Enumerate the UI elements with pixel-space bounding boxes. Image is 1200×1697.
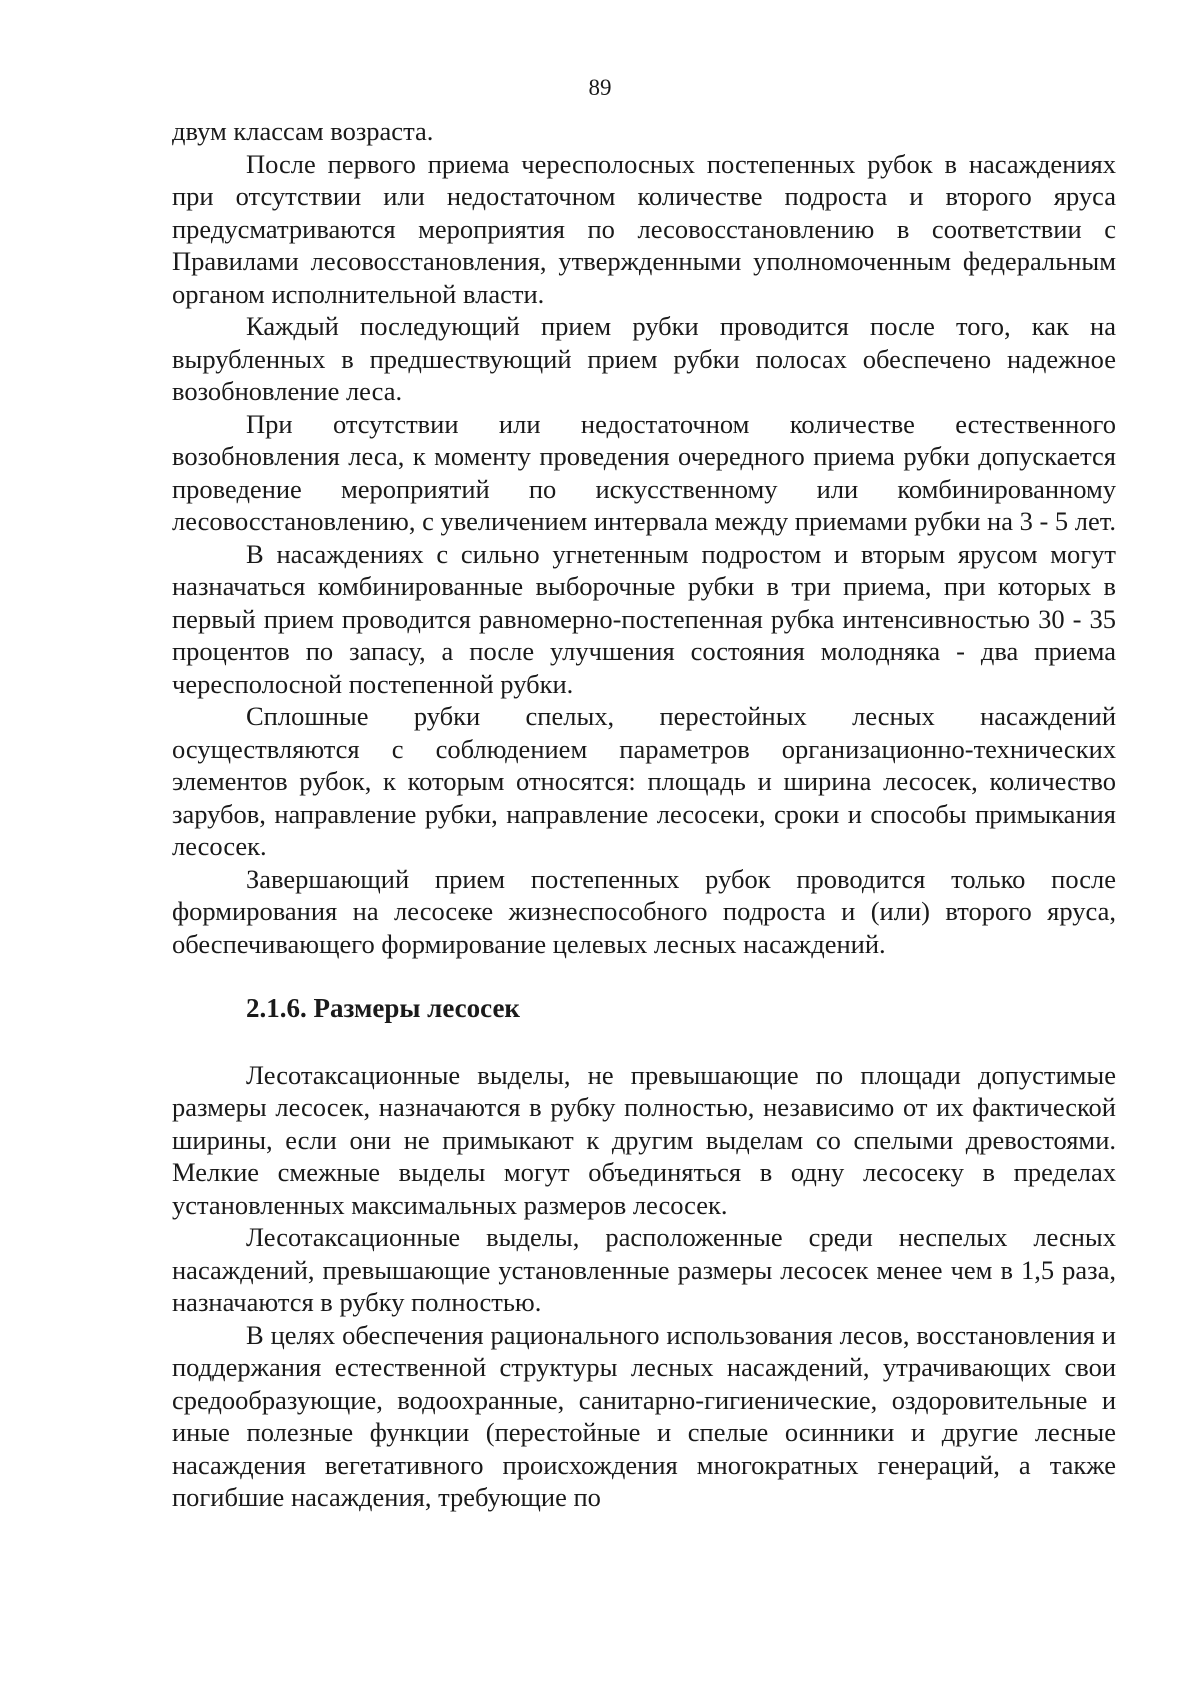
paragraph: В целях обеспечения рационального использования лесов, восстановления и поддержания естественной структуры лесных насаждений, утрачивающих свои средообразующие, водоохранные, санитарно-гигиенические, оздоровительные и иные полезные функции (перестойные и спелые осинники и другие лесные насаждения вегетативного происхождения многократных генераций, а также погибшие насаждения, требующие по <box>172 1319 1116 1512</box>
paragraph: При отсутствии или недостаточном количестве естественного возобновления леса, к моменту проведения очередного приема рубки допускается проведение мероприятий по искусственному или комбинированному лесовосстановлению, с увеличением интервала между приемами рубки на 3 - 5 лет. <box>172 408 1117 536</box>
paragraph: Завершающий прием постепенных рубок проводится только после формирования на лесосеке жизнеспособного подроста и (или) второго яруса, обеспечивающего формирование целевых лесных насаждений. <box>172 863 1116 959</box>
paragraph: Лесотаксационные выделы, расположенные среди неспелых лесных насаждений, превышающие установленные размеры лесосек менее чем в 1,5 раза, назначаются в рубку полностью. <box>172 1222 1116 1317</box>
paragraph: После первого приема чересполосных постепенных рубок в насаждениях при отсутствии или недостаточном количестве подроста и второго яруса предусматриваются мероприятия по лесовосстановлению в соответствии с Правилами лесовосстановления, утвержденными уполномоченным федеральным органом исполнительной власти. <box>172 148 1116 309</box>
paragraph-continuation: двум классам возраста. <box>172 116 434 146</box>
page-number: 89 <box>588 75 612 100</box>
paragraph: Лесотаксационные выделы, не превышающие по площади допустимые размеры лесосек, назначаются в рубку полностью, независимо от их фактической ширины, если они не примыкают к другим выделам со спелыми древостоями. Мелкие смежные выделы могут объединяться в одну лесосеку в пределах установленных максимальных размеров лесосек. <box>172 1059 1116 1220</box>
paragraph: В насаждениях с сильно угнетенным подростом и вторым ярусом могут назначаться комбинированные выборочные рубки в три приема, при которых в первый прием проводится равномерно-постепенная рубка интенсивностью 30 - 35 процентов по запасу, а после улучшения состояния молодняка - два приема чересполосной постепенной рубки. <box>172 538 1116 699</box>
document-body <box>172 115 1116 1514</box>
paragraph: Сплошные рубки спелых, перестойных лесных насаждений осуществляются с соблюдением параметров организационно-технических элементов рубок, к которым относятся: площадь и ширина лесосек, количество зарубов, направление рубки, направление лесосеки, сроки и способы примыкания лесосек. <box>172 701 1116 861</box>
paragraph: Каждый последующий прием рубки проводится после того, как на вырубленных в предшествующий прием рубки полосах обеспечено надежное возобновление леса. <box>172 311 1116 406</box>
section-heading: 2.1.6. Размеры лесосек <box>246 993 520 1023</box>
